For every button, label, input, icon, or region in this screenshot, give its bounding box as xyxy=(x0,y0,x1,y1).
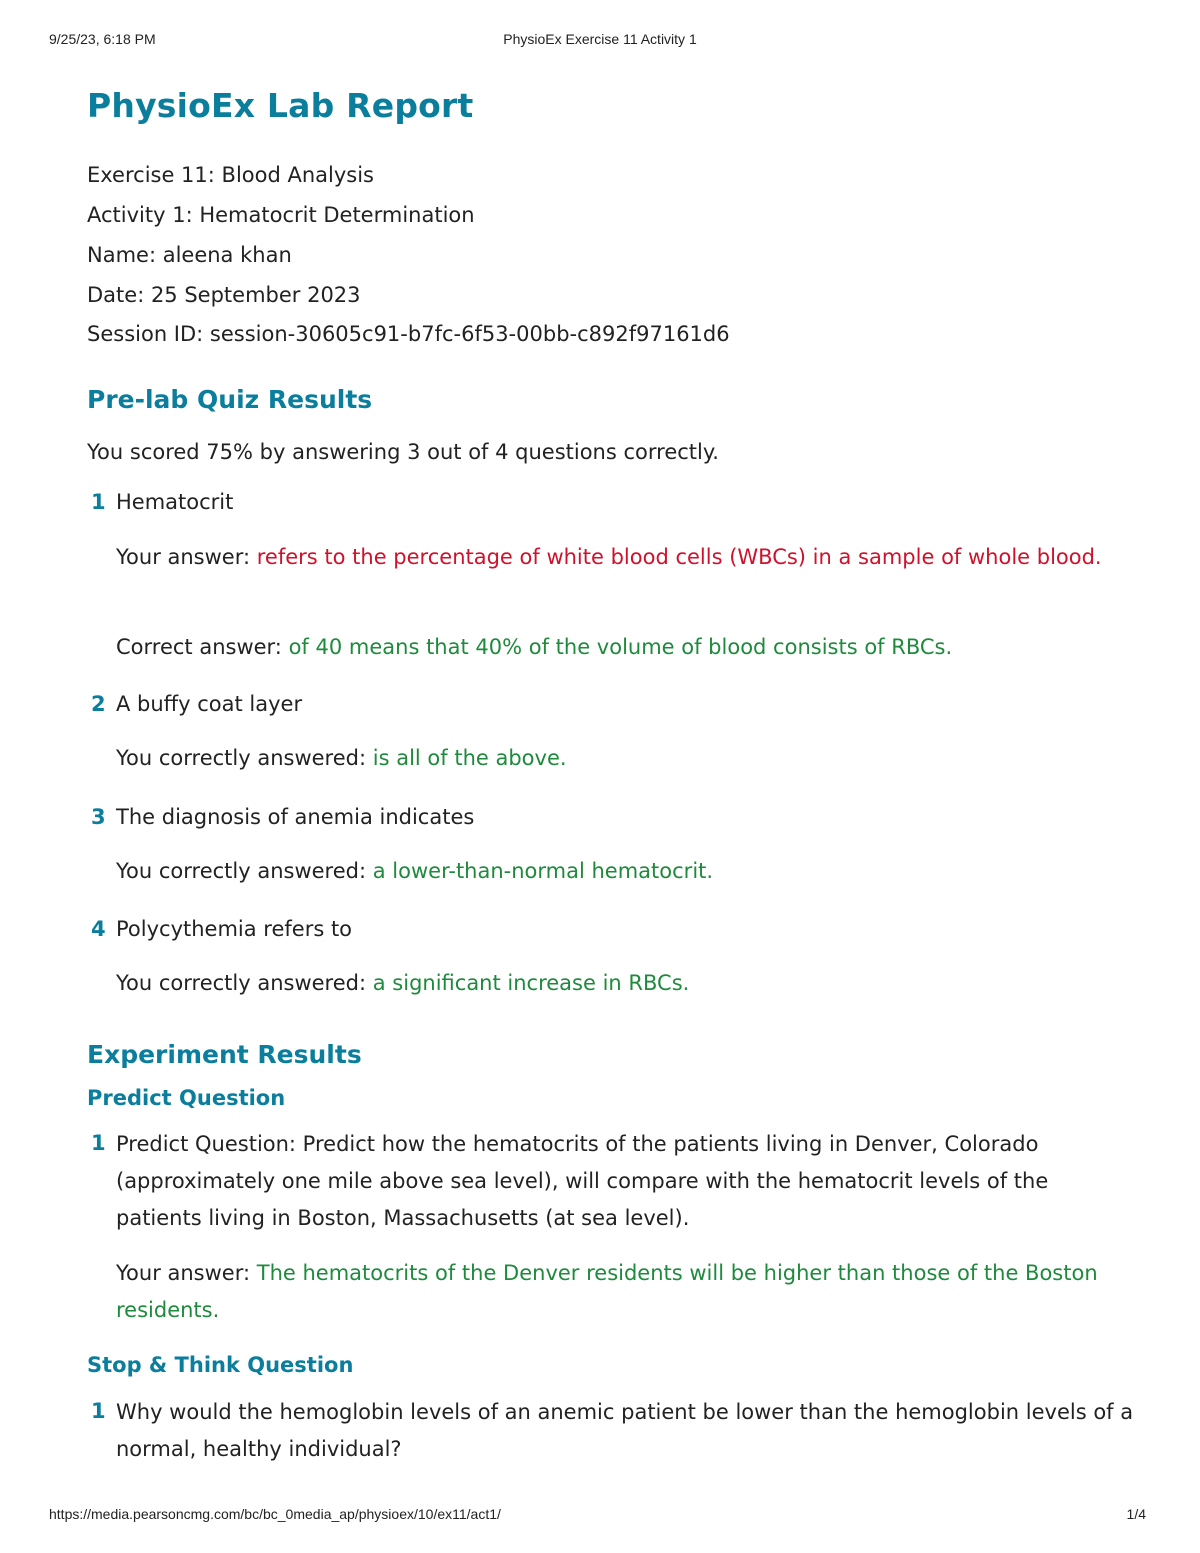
question-text: Polycythemia refers to xyxy=(116,917,353,941)
question-text: A buffy coat layer xyxy=(116,692,303,716)
name-line: Name: aleena khan xyxy=(87,243,292,267)
question-number: 3 xyxy=(91,805,106,829)
answer-block xyxy=(116,853,713,890)
question-number: 1 xyxy=(91,1399,106,1423)
prelab-heading: Pre-lab Quiz Results xyxy=(87,385,373,414)
stop-think-heading: Stop & Think Question xyxy=(87,1353,354,1377)
question-text: Hematocrit xyxy=(116,490,234,514)
correct-answer-block xyxy=(116,629,952,666)
correct-answer: a lower-than-normal hematocrit. xyxy=(372,859,714,883)
incorrect-answer: refers to the percentage of white blood cells (WBCs) in a sample of whole blood. xyxy=(256,545,1102,569)
exercise-line: Exercise 11: Blood Analysis xyxy=(87,163,374,187)
print-page-title: PhysioEx Exercise 11 Activity 1 xyxy=(503,31,697,47)
question-text: The diagnosis of anemia indicates xyxy=(116,805,475,829)
predict-answer-block xyxy=(116,1255,1106,1329)
answer-label: You correctly answered: xyxy=(116,746,367,770)
question-number: 1 xyxy=(91,490,106,514)
session-line: Session ID: session-30605c91-b7fc-6f53-00bb-c892f97161d6 xyxy=(87,322,730,346)
predict-heading: Predict Question xyxy=(87,1086,286,1110)
your-answer-label: Your answer: xyxy=(116,545,251,569)
stop-think-question: Why would the hemoglobin levels of an anemic patient be lower than the hemoglobin levels of a normal, healthy individual? xyxy=(116,1400,1134,1461)
correct-answer-label: Correct answer: xyxy=(116,635,282,659)
print-footer xyxy=(0,1506,1200,1526)
correct-answer: a significant increase in RBCs. xyxy=(372,971,690,995)
answer-block xyxy=(116,740,567,777)
answer-label: You correctly answered: xyxy=(116,971,367,995)
answer-label: You correctly answered: xyxy=(116,859,367,883)
experiment-heading: Experiment Results xyxy=(87,1040,362,1069)
print-header xyxy=(0,31,1200,51)
predict-question: Predict Question: Predict how the hematocrits of the patients living in Denver, Colorado (approximately one mile above sea level), will compare with the hematocrit levels of the patients living in Boston, Massachusetts (at sea level). xyxy=(116,1132,1049,1230)
correct-answer: is all of the above. xyxy=(372,746,567,770)
activity-line: Activity 1: Hematocrit Determination xyxy=(87,203,475,227)
your-answer-block xyxy=(116,539,1106,576)
date-line: Date: 25 September 2023 xyxy=(87,283,361,307)
report-title: PhysioEx Lab Report xyxy=(87,86,474,125)
prelab-score: You scored 75% by answering 3 out of 4 questions correctly. xyxy=(87,440,719,464)
answer-block xyxy=(116,965,689,1002)
answer-label: Your answer: xyxy=(116,1261,251,1285)
print-page-number: 1/4 xyxy=(1126,1506,1146,1522)
correct-answer: of 40 means that 40% of the volume of blood consists of RBCs. xyxy=(288,635,953,659)
predict-answer: The hematocrits of the Denver residents will be higher than those of the Boston residents. xyxy=(116,1261,1098,1322)
print-datetime: 9/25/23, 6:18 PM xyxy=(49,31,156,47)
question-number: 2 xyxy=(91,692,106,716)
print-url: https://media.pearsoncmg.com/bc/bc_0media_ap/physioex/10/ex11/act1/ xyxy=(49,1506,501,1522)
question-number: 1 xyxy=(91,1131,106,1155)
question-number: 4 xyxy=(91,917,106,941)
